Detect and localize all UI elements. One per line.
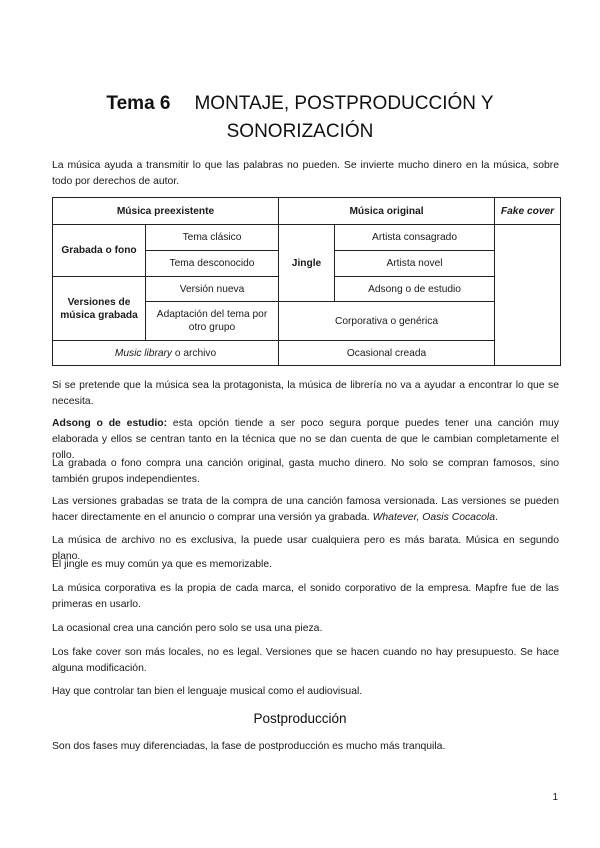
paragraph-10: Hay que controlar tan bien el lenguaje musical como el audiovisual. — [52, 686, 363, 697]
header-preexistente: Música preexistente — [53, 198, 279, 225]
cell-artista-novel: Artista novel — [335, 251, 495, 277]
header-original: Música original — [279, 198, 495, 225]
header-fake-cover: Fake cover — [495, 198, 561, 225]
page-title — [0, 90, 600, 146]
cell-adaptacion: Adaptación del tema por otro grupo — [146, 302, 279, 341]
adsong-text: esta opción tiende a ser poco segura porque puedes tener una canción muy elaborada y ellos se centran tanto en la técnica que no se dan cuenta de que le cambian completamente el rollo. — [52, 418, 559, 461]
cell-version-nueva: Versión nueva — [146, 277, 279, 302]
versiones-end: . — [495, 512, 498, 523]
cell-adsong: Adsong o de estudio — [335, 277, 495, 302]
paragraph-1: Si se pretende que la música sea la protagonista, la música de librería no va a ayudar a encontrar lo que se necesita. — [52, 380, 559, 407]
music-types-table — [52, 197, 561, 366]
cell-fake-cover-empty — [495, 225, 561, 366]
title-number: Tema 6 — [106, 93, 171, 114]
cell-versiones: Versiones de música grabada — [53, 277, 146, 341]
paragraph-7: La música corporativa es la propia de cada marca, el sonido corporativo de la empresa. Mapfre fue de las primeras en usarlo. — [52, 583, 559, 610]
title-line1: MONTAJE, POSTPRODUCCIÓN Y — [194, 93, 494, 114]
paragraph-4 — [52, 494, 559, 526]
post-paragraph: Son dos fases muy diferenciadas, la fase de postproducción es mucho más tranquila. — [52, 741, 446, 752]
paragraph-5: La música de archivo no es exclusiva, la puede usar cualquiera pero es más barata. Música en segundo plano. — [52, 535, 559, 562]
paragraph-8: La ocasional crea una canción pero solo se usa una pieza. — [52, 623, 323, 634]
versiones-example: Whatever, Oasis Cocacola — [372, 512, 496, 523]
cell-ocasional: Ocasional creada — [279, 341, 495, 366]
title-line2: SONORIZACIÓN — [226, 121, 374, 142]
music-library-label: Music library — [114, 347, 172, 359]
cell-music-library — [53, 341, 279, 366]
cell-tema-desconocido: Tema desconocido — [146, 251, 279, 277]
paragraph-9: Los fake cover son más locales, no es legal. Versiones que se hacen cuando no hay presupuesto. Se hace alguna modificación. — [52, 647, 559, 674]
cell-tema-clasico: Tema clásico — [146, 225, 279, 251]
cell-grabada: Grabada o fono — [53, 225, 146, 277]
versiones-text: Las versiones grabadas se trata de la compra de una canción famosa versionada. Las versiones se pueden hacer directamente en el anuncio o comprar una versión ya grabada. — [52, 496, 559, 523]
cell-jingle: Jingle — [279, 225, 335, 302]
adsong-label: Adsong o de estudio: — [52, 418, 168, 429]
page-number: 1 — [552, 792, 558, 803]
paragraph-3: La grabada o fono compra una canción original, gasta mucho dinero. No solo se compran famosos, sino también grupos independientes. — [52, 458, 559, 485]
o-archivo-label: o archivo — [172, 347, 217, 359]
cell-corporativa: Corporativa o genérica — [279, 302, 495, 341]
cell-artista-consagrado: Artista consagrado — [335, 225, 495, 251]
section-heading-postproduccion: Postproducción — [253, 711, 347, 726]
intro-paragraph: La música ayuda a transmitir lo que las palabras no pueden. Se invierte mucho dinero en la música, sobre todo por derechos de autor. — [52, 160, 559, 187]
paragraph-6: El jingle es muy común ya que es memorizable. — [52, 559, 273, 570]
